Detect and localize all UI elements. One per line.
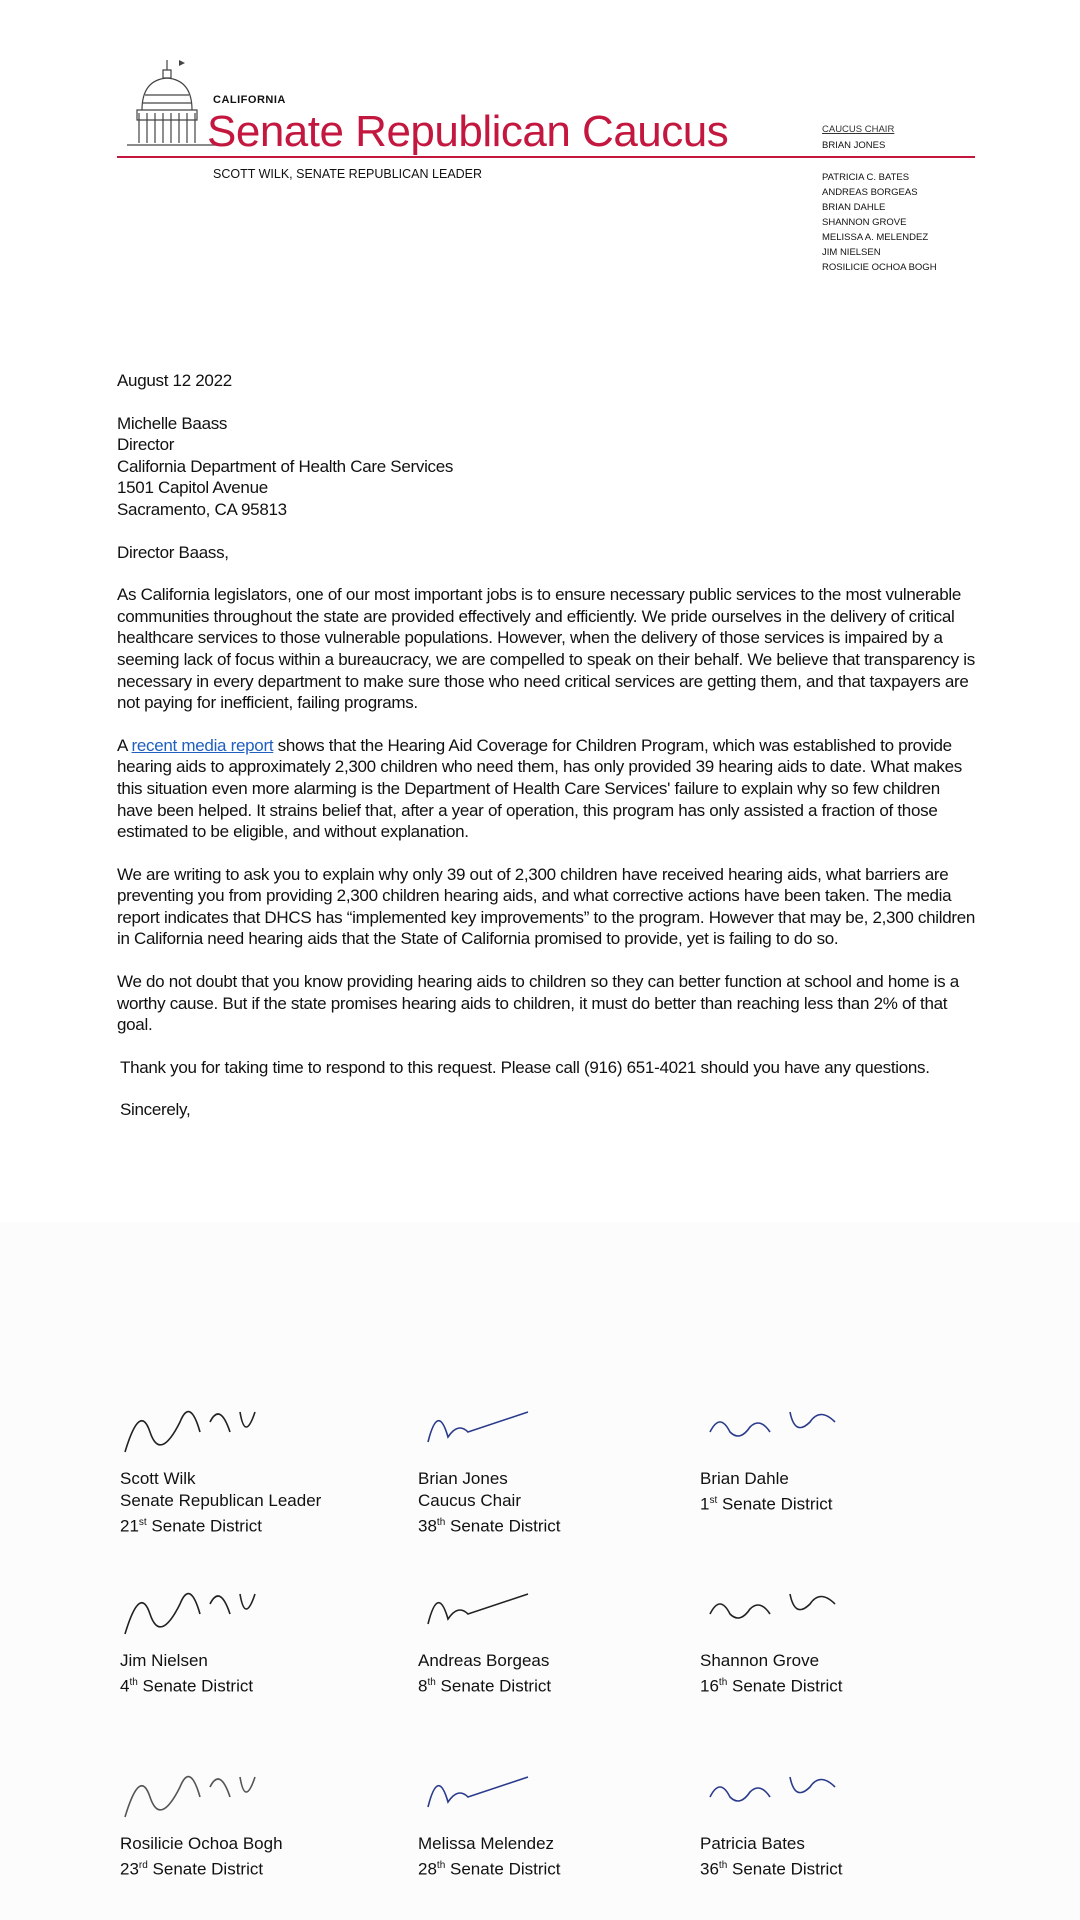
signer-name: Melissa Melendez xyxy=(418,1834,555,1853)
signer xyxy=(418,1833,561,1881)
letterhead-org: Senate Republican Caucus xyxy=(207,107,729,156)
address-line: 1501 Capitol Avenue xyxy=(117,478,268,498)
district-label: Senate District xyxy=(147,1859,264,1879)
signer xyxy=(418,1468,561,1538)
signer-district xyxy=(120,1512,321,1538)
member: MELISSA A. MELENDEZ xyxy=(822,232,929,243)
member: ROSILICIE OCHOA BOGH xyxy=(822,262,937,273)
signer-district xyxy=(120,1672,253,1698)
district-label: Senate District xyxy=(137,1676,254,1696)
signer-district xyxy=(700,1672,843,1698)
paragraph-3: We are writing to ask you to explain why only 39 out of 2,300 children have received hearing aids, what barriers are preventing you from providing 2,300 children hearing aids, and what corrective actions have been taken. The media report indicates that DHCS has “implemented key improvements” to the program. However that may be, 2,300 children in California need hearing aids that the State of California promised to provide, yet is failing to do so. xyxy=(117,864,976,949)
member: PATRICIA C. BATES xyxy=(822,172,910,183)
paragraph-1: As California legislators, one of our most important jobs is to ensure necessary public services to the most vulnerable communities throughout the state are provided effectively and efficiently. We pride ourselves in the delivery of critical healthcare services to those vulnerable populations. However, when the delivery of those services is impaired by a seeming lack of focus within a bureaucracy, we are compelled to speak on their behalf. We believe that transparency is necessary in every department to make sure those who need critical services are getting them, and that taxpayers are not paying for inefficient, failing programs. xyxy=(117,585,975,713)
handwritten-signature xyxy=(120,1574,320,1644)
signer xyxy=(700,1650,843,1698)
text: A xyxy=(117,735,132,755)
signer-name: Shannon Grove xyxy=(700,1651,820,1670)
signer xyxy=(120,1833,283,1881)
signer-name: Scott Wilk xyxy=(120,1469,196,1488)
signer-district xyxy=(120,1855,283,1881)
handwritten-signature xyxy=(700,1757,900,1827)
ordinal-suffix: th xyxy=(436,1517,446,1528)
member: ANDREAS BORGEAS xyxy=(822,187,918,198)
ordinal-suffix: th xyxy=(129,1677,138,1688)
district-number: 1 xyxy=(700,1494,710,1514)
district-label: Senate District xyxy=(727,1676,843,1696)
ordinal-suffix: th xyxy=(436,1860,446,1871)
salutation: Director Baass, xyxy=(117,542,229,562)
signer-name: Brian Jones xyxy=(418,1469,508,1488)
address-line: Michelle Baass xyxy=(117,413,228,433)
signer-title: Caucus Chair xyxy=(418,1491,521,1510)
signer-name: Jim Nielsen xyxy=(120,1651,208,1670)
district-number: 21 xyxy=(120,1516,139,1536)
handwritten-signature xyxy=(120,1757,320,1827)
ordinal-suffix: st xyxy=(138,1517,147,1528)
district-number: 38 xyxy=(418,1516,437,1536)
paragraph-5: Thank you for taking time to respond to this request. Please call (916) 651-4021 should you have any questions. xyxy=(120,1057,930,1077)
signer-name: Patricia Bates xyxy=(700,1834,805,1853)
ordinal-suffix: th xyxy=(718,1860,728,1871)
member: JIM NIELSEN xyxy=(822,247,881,258)
district-number: 23 xyxy=(120,1859,139,1879)
ordinal-suffix: rd xyxy=(138,1860,148,1871)
district-number: 28 xyxy=(418,1859,437,1879)
signer-district xyxy=(418,1672,551,1698)
signer-district xyxy=(700,1855,843,1881)
district-number: 8 xyxy=(418,1676,428,1696)
handwritten-signature xyxy=(418,1757,618,1827)
capitol-dome-logo xyxy=(117,55,217,150)
signer-district xyxy=(700,1490,833,1516)
closing: Sincerely, xyxy=(120,1100,191,1120)
address-line: Sacramento, CA 95813 xyxy=(117,499,287,519)
signer-name: Rosilicie Ochoa Bogh xyxy=(120,1834,283,1853)
chair-label: CAUCUS CHAIR xyxy=(822,124,895,135)
district-label: Senate District xyxy=(445,1859,561,1879)
address-line: Director xyxy=(117,435,175,455)
handwritten-signature xyxy=(700,1574,900,1644)
paragraph-2 xyxy=(117,735,979,843)
district-label: Senate District xyxy=(146,1516,262,1536)
district-label: Senate District xyxy=(445,1516,561,1536)
member: BRIAN DAHLE xyxy=(822,202,886,213)
ordinal-suffix: th xyxy=(718,1677,728,1688)
signer-district xyxy=(418,1512,561,1538)
letter-body xyxy=(117,370,979,1121)
signer-district xyxy=(418,1855,561,1881)
ordinal-suffix: th xyxy=(427,1677,436,1688)
signer-name: Andreas Borgeas xyxy=(418,1651,550,1670)
district-label: Senate District xyxy=(717,1494,833,1514)
signer xyxy=(700,1833,843,1881)
address-line: California Department of Health Care Services xyxy=(117,456,454,476)
district-number: 16 xyxy=(700,1676,719,1696)
signer xyxy=(120,1650,253,1698)
handwritten-signature xyxy=(418,1392,618,1462)
text: shows that the Hearing Aid Coverage for Children Program, which was established to provide hearing aids to approximately 2,300 children who need them, has only provided 39 hearing aids to date. What makes this situation even more alarming is the Department of Health Care Services' failure to explain why so few children have been helped. It strains belief that, after a year of operation, this program has only assisted a fraction of those estimated to be eligible, and without explanation. xyxy=(117,735,962,842)
member: SHANNON GROVE xyxy=(822,217,907,228)
recipient-address xyxy=(117,413,979,521)
signer xyxy=(120,1468,321,1538)
letterhead-leader: SCOTT WILK, SENATE REPUBLICAN LEADER xyxy=(213,167,483,181)
handwritten-signature xyxy=(418,1574,618,1644)
signer-title: Senate Republican Leader xyxy=(120,1491,322,1510)
paragraph-4: We do not doubt that you know providing hearing aids to children so they can better function at school and home is a worthy cause. But if the state promises hearing aids to children, it must do better than reaching less than 2% of that goal. xyxy=(117,972,959,1035)
handwritten-signature xyxy=(700,1392,900,1462)
chair-name: BRIAN JONES xyxy=(822,140,886,151)
district-number: 4 xyxy=(120,1676,130,1696)
district-label: Senate District xyxy=(727,1859,843,1879)
district-label: Senate District xyxy=(435,1676,552,1696)
letter-date: August 12 2022 xyxy=(117,371,232,390)
member-list xyxy=(822,170,937,275)
signer xyxy=(700,1468,833,1516)
ordinal-suffix: st xyxy=(709,1495,718,1506)
district-number: 36 xyxy=(700,1859,719,1879)
signer xyxy=(418,1650,551,1698)
handwritten-signature xyxy=(120,1392,320,1462)
signer-name: Brian Dahle xyxy=(700,1469,789,1488)
media-report-link[interactable]: recent media report xyxy=(131,735,274,755)
letterhead-rule xyxy=(117,156,975,158)
letterhead-state: CALIFORNIA xyxy=(213,94,286,106)
